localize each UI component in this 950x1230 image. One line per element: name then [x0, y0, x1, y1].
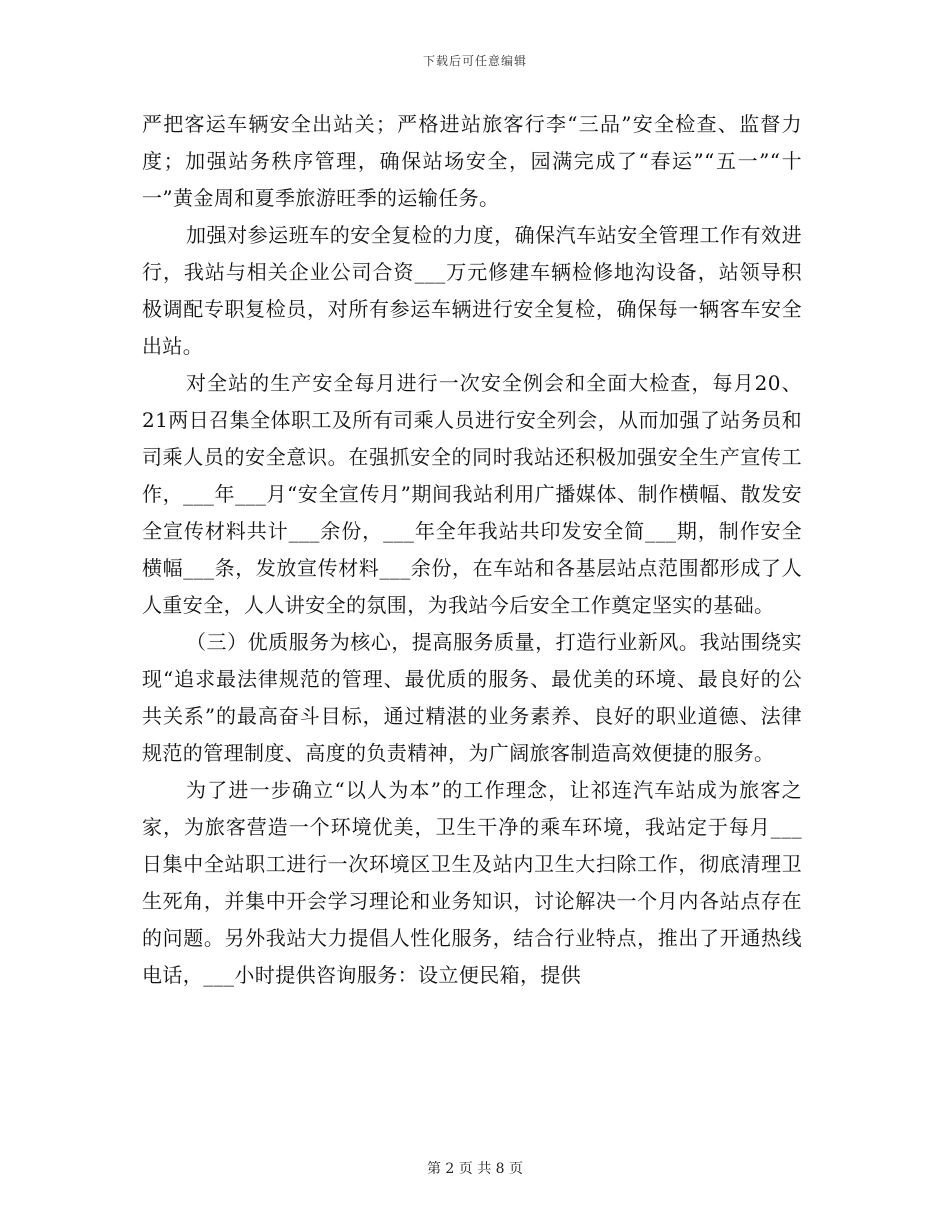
paragraph-5: 为了进一步确立“以人为本”的工作理念，让祁连汽车站成为旅客之家，为旅客营造一个环境优美，卫生干净的乘车环境，我站定于每月___日集中全站职工进行一次环境区卫生及站内卫生大扫除工作，彻底清理卫生死角，并集中开会学习理论和业务知识，讨论解决一个月内各站点存在的问题。另外我站大力提倡人性化服务，结合行业特点，推出了开通热线电话，___小时提供咨询服务：设立便民箱，提供: [142, 778, 802, 987]
paragraph-4: （三）优质服务为核心，提高服务质量，打造行业新风。我站围绕实现“追求最法律规范的管理、最优质的服务、最优美的环境、最良好的公共关系”的最高奋斗目标，通过精湛的业务素养、良好的职业道德、法律规范的管理制度、高度的负责精神，为广阔旅客制造高效便捷的服务。: [142, 630, 802, 765]
page-header-note: 下载后可任意编辑: [422, 54, 527, 68]
page-number: 第 2 页 共 8 页: [426, 1161, 524, 1177]
paragraph-2: 加强对参运班车的安全复检的力度，确保汽车站安全管理工作有效进行，我站与相关企业公司合资___万元修建车辆检修地沟设备，站领导积极调配专职复检员，对所有参运车辆进行安全复检，确保每一辆客车安全出站。: [142, 223, 802, 358]
paragraph-3: 对全站的生产安全每月进行一次安全例会和全面大检查，每月20、21两日召集全体职工及所有司乘人员进行安全列会，从而加强了站务员和司乘人员的安全意识。在强抓安全的同时我站还积极加强安全生产宣传工作，___年___月“安全宣传月”期间我站利用广播媒体、制作横幅、散发安全宣传材料共计___余份，___年全年我站共印发安全简___期，制作安全横幅___条，发放宣传材料___余份，在车站和各基层站点范围都形成了人人重安全，人人讲安全的氛围，为我站今后安全工作奠定坚实的基础。: [142, 371, 802, 617]
paragraph-1: 严把客运车辆安全出站关；严格进站旅客行李“三品”安全检查、监督力度；加强站务秩序管理，确保站场安全，园满完成了“春运”“五一”“十一”黄金周和夏季旅游旺季的运输任务。: [142, 112, 802, 210]
document-body: [142, 106, 802, 994]
